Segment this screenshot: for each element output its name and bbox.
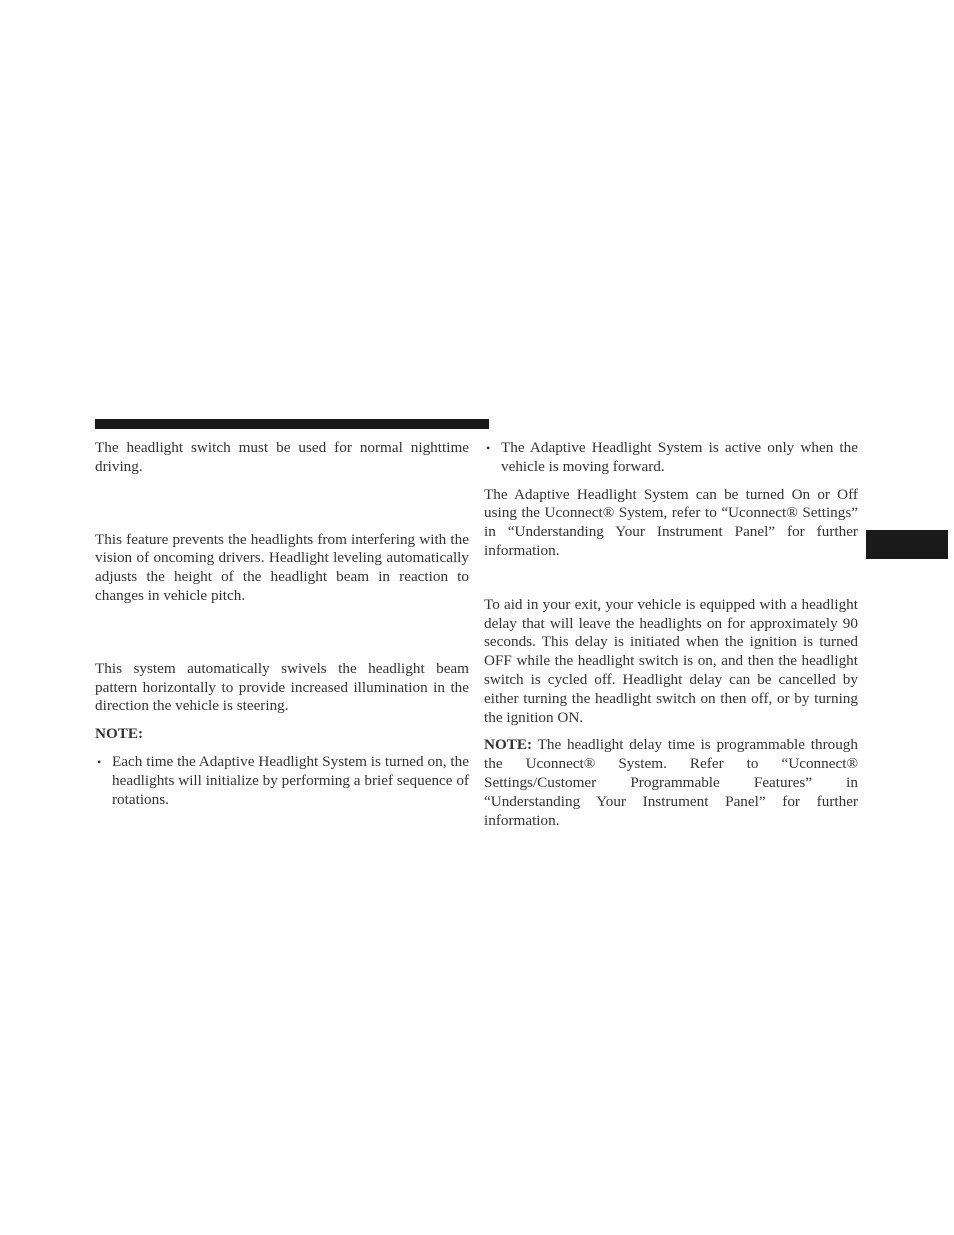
- bullet-item-forward: [484, 439, 858, 477]
- bullet-text: The Adaptive Headlight System is active only when the vehicle is moving forward.: [501, 439, 858, 475]
- bullet-item-initialize: [95, 753, 469, 809]
- note-text: The headlight delay time is programmable through the Uconnect® System. Refer to “Uconnect® Settings/Customer Programmable Features” in “Understanding Your Instrument Panel” for further information.: [484, 736, 858, 829]
- note-label: NOTE:: [95, 725, 144, 743]
- note-headlight-delay: [484, 736, 858, 830]
- left-column: [95, 439, 469, 809]
- paragraph-headlight-leveling: This feature prevents the headlights from interfering with the vision of oncoming drivers. Headlight leveling automatically adjusts the height of the headlight beam in reaction to changes in vehicle pitch.: [95, 530, 469, 604]
- right-column: [484, 439, 858, 830]
- paragraph-adaptive-system: This system automatically swivels the headlight beam pattern horizontally to provide increased illumination in the direction the vehicle is steering.: [95, 659, 469, 715]
- chapter-tab: [866, 530, 948, 559]
- header-rule: [95, 419, 489, 429]
- bullet-text: Each time the Adaptive Headlight System is turned on, the headlights will initialize by performing a brief sequence of rotations.: [112, 752, 469, 808]
- bullet-icon: •: [486, 441, 491, 455]
- paragraph-uconnect-toggle: The Adaptive Headlight System can be turned On or Off using the Uconnect® System, refer to “Uconnect® Settings” in “Understanding Your Instrument Panel” for further information.: [484, 485, 858, 559]
- paragraph-headlight-delay: To aid in your exit, your vehicle is equipped with a headlight delay that will leave the headlights on for approximately 90 seconds. This delay is initiated when the ignition is turned OFF while the headlight switch is on, and then the headlight switch is cycled off. Headlight delay can be cancelled by either turning the headlight switch on then off, or by turning the ignition ON.: [484, 595, 858, 726]
- bullet-icon: •: [97, 754, 102, 769]
- note-label: NOTE:: [484, 736, 533, 754]
- paragraph-headlight-switch: The headlight switch must be used for normal nighttime driving.: [95, 439, 469, 475]
